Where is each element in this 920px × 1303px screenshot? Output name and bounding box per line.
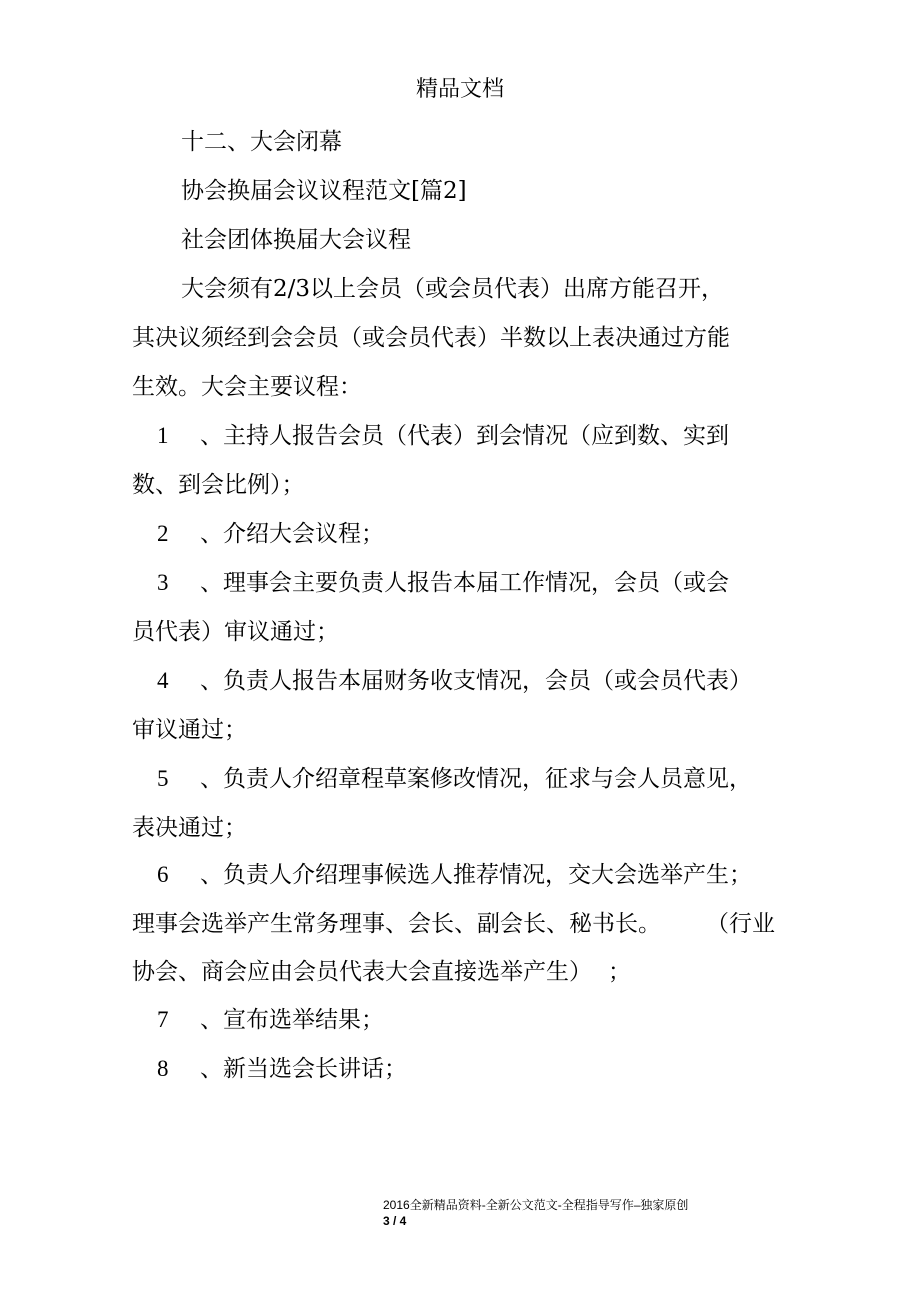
item-number: 7 [157,1007,169,1032]
paragraph-line: 大会须有2/3以上会员（或会员代表）出席方能召开， [181,276,725,302]
item-number: 8 [157,1056,169,1081]
list-item-text: 、负责人报告本届财务收支情况，会员（或会员代表） [200,668,752,694]
list-item-text: 、介绍大会议程； [200,521,384,547]
item-number: 4 [157,668,169,693]
list-item-text: 员代表）审议通过； [132,619,339,645]
list-item-text: ； [608,959,631,985]
list-item-text: 、负责人介绍理事候选人推荐情况，交大会选举产生； [200,862,752,888]
item-number: 1 [157,423,169,448]
page-number: 3 / 4 [383,1214,407,1228]
item-number: 2 [157,521,169,546]
article-title: 协会换届会议议程范文[篇2] [181,178,467,204]
paragraph-line: 其决议须经到会会员（或会员代表）半数以上表决通过方能 [132,325,730,351]
list-item-text: 、宣布选举结果； [200,1007,384,1033]
list-item-text: 、负责人介绍章程草案修改情况，征求与会人员意见， [200,766,752,792]
section-heading: 十二、大会闭幕 [181,129,342,155]
list-item-text: 、主持人报告会员（代表）到会情况（应到数、实到 [200,423,729,449]
paragraph-line: 生效。大会主要议程： [132,374,362,400]
page-header-title: 精品文档 [415,77,504,102]
list-item-text: 数、到会比例）； [132,472,305,498]
item-number: 3 [157,570,169,595]
list-item-text: 、新当选会长讲话； [200,1056,407,1082]
list-item-text: 审议通过； [132,717,247,743]
list-item-text: 协会、商会应由会员代表大会直接选举产生） [132,959,592,985]
list-item-text: 表决通过； [132,815,247,841]
list-item-text: 、理事会主要负责人报告本届工作情况，会员（或会 [200,570,729,596]
list-item-text: （行业 [706,911,775,937]
item-number: 6 [157,862,169,887]
list-item-text: 理事会选举产生常务理事、会长、副会长、秘书长。 [132,911,661,937]
item-number: 5 [157,766,169,791]
agenda-title: 社会团体换届大会议程 [181,227,411,253]
footer-source-text: 2016全新精品资料-全新公文范文-全程指导写作–独家原创 [383,1198,689,1212]
